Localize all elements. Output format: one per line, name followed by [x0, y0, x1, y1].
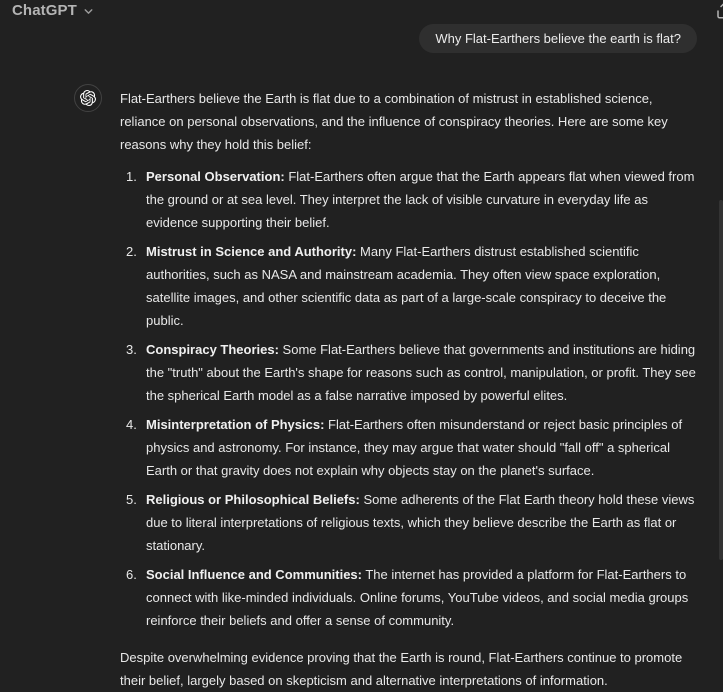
- assistant-outro-paragraph: Despite overwhelming evidence proving that the Earth is round, Flat-Earthers continue to promote their belief, largely based on skepticism and alternative interpretations of information.: [120, 650, 683, 688]
- list-item-text: Flat-Earthers often misunderstand or reject basic principles of physics and astronomy. For instance, they may argue that water should "fall off" a spherical Earth or that gravity does not explain why objects stay on the planet's surface.: [146, 417, 683, 478]
- assistant-avatar: [74, 84, 102, 112]
- assistant-message-row: [0, 84, 723, 692]
- list-item-text: The internet has provided a platform for Flat-Earthers to connect with like-minded individuals. Online forums, YouTube videos, and social media groups reinforce their beliefs and offer a sense of community.: [146, 567, 689, 628]
- list-item: [120, 165, 697, 234]
- list-item: [120, 413, 697, 482]
- list-item-number: 3.: [126, 342, 137, 357]
- app-title: ChatGPT: [12, 2, 77, 19]
- list-item-number: 5.: [126, 492, 137, 507]
- list-item-text: Some adherents of the Flat Earth theory hold these views due to literal interpretations of religious texts, which they believe describe the Earth as flat or stationary.: [146, 492, 695, 553]
- assistant-message: [120, 84, 697, 692]
- list-item-title: Religious or Philosophical Beliefs:: [146, 492, 360, 507]
- list-item-number: 4.: [126, 417, 137, 432]
- reasons-list: [120, 165, 697, 632]
- user-message-bubble: Why Flat-Earthers believe the earth is flat?: [419, 24, 697, 53]
- list-item-title: Conspiracy Theories:: [146, 342, 279, 357]
- assistant-intro-paragraph: Flat-Earthers believe the Earth is flat due to a combination of mistrust in established science, reliance on personal observations, and the influence of conspiracy theories. Here are some key reasons why they hold this belief:: [120, 91, 668, 152]
- scrollbar-thumb[interactable]: [719, 200, 723, 560]
- list-item: [120, 338, 697, 407]
- list-item-number: 6.: [126, 567, 137, 582]
- list-item-text: Some Flat-Earthers believe that governments and institutions are hiding the "truth" about the Earth's shape for reasons such as control, manipulation, or profit. They see the spherical Earth model as a false narrative imposed by powerful elites.: [146, 342, 696, 403]
- list-item-number: 2.: [126, 244, 137, 259]
- list-item-title: Mistrust in Science and Authority:: [146, 244, 357, 259]
- list-item-title: Personal Observation:: [146, 169, 285, 184]
- openai-logo-icon: [80, 90, 96, 106]
- list-item-text: Many Flat-Earthers distrust established scientific authorities, such as NASA and mainstream academia. They often view space exploration, satellite images, and other scientific data as part of a large-scale conspiracy to deceive the public.: [146, 244, 667, 328]
- list-item: [120, 240, 697, 332]
- list-item-title: Social Influence and Communities:: [146, 567, 362, 582]
- user-message-row: [0, 24, 723, 53]
- list-item: [120, 488, 697, 557]
- list-item-text: Flat-Earthers often argue that the Earth appears flat when viewed from the ground or at sea level. They interpret the lack of visible curvature in everyday life as evidence supporting their belief.: [146, 169, 695, 230]
- list-item-number: 1.: [126, 169, 137, 184]
- list-item-title: Misinterpretation of Physics:: [146, 417, 325, 432]
- list-item: [120, 563, 697, 632]
